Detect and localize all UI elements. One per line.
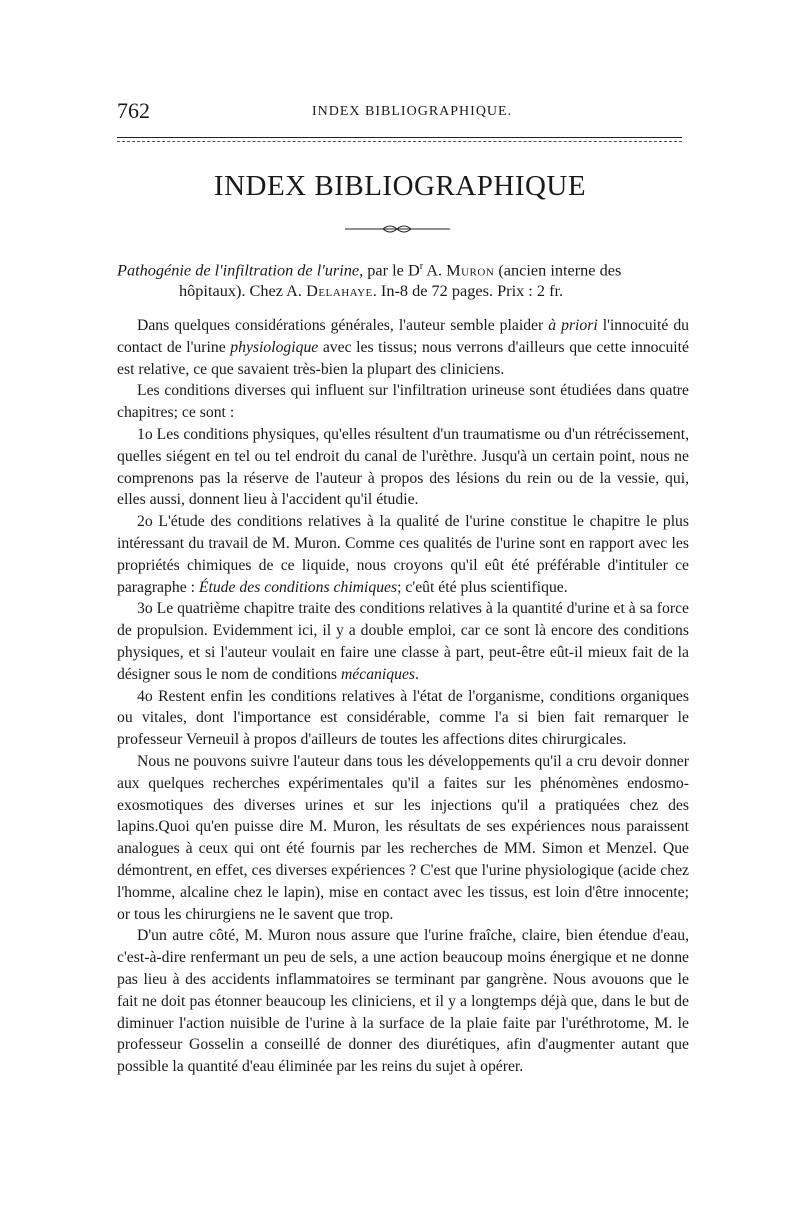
italic-span: physiologique <box>230 338 319 356</box>
citation-details: . In-8 de 72 pages. Prix : 2 fr. <box>372 281 564 301</box>
text-span: Dans quelques considérations générales, l'auteur semble plaider <box>137 317 544 334</box>
review-body <box>117 315 689 1078</box>
italic-span: mécaniques <box>340 665 416 683</box>
main-title: INDEX BIBLIOGRAPHIQUE <box>213 170 587 202</box>
text-span: 3o Le quatrième chapitre traite des conditions relatives à la quantité d'urine et à sa force de propulsion. Evidemment ici, il y a double emploi, car ce sont là encore des conditions physiques, et si l'auteur voulait en faire une classe à part, peut-être eût-il mieux fait de la désigner sous le nom de conditions <box>117 600 689 683</box>
citation-by: par le D <box>367 260 420 280</box>
author-note: (ancien interne des <box>498 260 622 280</box>
ornament-divider <box>345 221 450 237</box>
text-span: . <box>415 665 419 683</box>
publisher: Delahaye <box>306 281 373 301</box>
paragraph: D'un autre côté, M. Muron nous assure que l'urine fraîche, claire, bien étendue d'eau, c'est-à-dire renfermant un peu de sels, a une action beaucoup moins énergique et ne donne pas lieu à des accidents inflammatoires se terminant par gangrène. Nous avouons que le fait ne doit pas étonner beaucoup les cliniciens, et il y a longtemps déjà que, dans le but de diminuer l'action nuisible de l'urine à la surface de la plaie faite par l'uréthrotome, M. le professeur Gosselin a conseillé de donner des diurétiques, afin d'augmenter autant que possible la quantité d'eau éliminée par les reins du sujet à opérer. <box>117 927 689 1076</box>
text-span: l'innocuité du contact de l'urine <box>117 317 690 356</box>
header-rule <box>117 137 682 138</box>
citation-continuation <box>117 280 689 301</box>
citation-title: Pathogénie de l'infiltration de l'urine, <box>117 260 364 280</box>
paragraph <box>117 598 689 685</box>
citation <box>117 256 689 301</box>
author-note-2: hôpitaux). <box>179 281 246 301</box>
paragraph: Les conditions diverses qui influent sur l'infiltration urineuse sont étudiées dans quatre chapitres; ce sont : <box>117 382 689 422</box>
running-head: INDEX BIBLIOGRAPHIQUE. <box>312 104 513 119</box>
paragraph <box>117 315 689 380</box>
paragraph: Nous ne pouvons suivre l'auteur dans tous les développements qu'il a cru devoir donner aux quelques recherches expérimentales qu'il a faites sur les phénomènes endosmo-exosmotiques des diverses urines et sur les injections qu'il a pratiquées chez des lapins.Quoi qu'en puisse dire M. Muron, les résultats de ses expériences nous paraissent analogues à ceux qui ont été fournis par les recherches de MM. Simon et Menzel. Que démontrent, en effet, ces diverses expériences ? C'est que l'urine physiologique (acide chez l'homme, alcaline chez le lapin), mise en contact avec les tissus, est loin d'être innocente; or tous les chirurgiens ne le savent que trop. <box>117 752 689 923</box>
paragraph: 1o Les conditions physiques, qu'elles résultent d'un traumatisme ou d'un rétrécissement, quelles siégent en tel ou tel endroit du canal de l'urèthre. Jusqu'à un certain point, nous ne comprenons pas la réserve de l'auteur à propos des lésions du rein ou de la vessie, qui, elles aussi, donnent lieu à l'accident qu'il étudie. <box>117 425 689 509</box>
publisher-prefix: Chez A. <box>249 281 302 301</box>
paragraph <box>117 511 689 598</box>
citation-by-sup: r <box>419 261 424 272</box>
text-span: ; c'eût été plus scientifique. <box>397 578 568 596</box>
author-initial: A. <box>426 260 443 280</box>
paragraph: 4o Restent enfin les conditions relatives à l'état de l'organisme, conditions organiques ou vitales, dont l'importance est considérable, comme l'a si bien fait remarquer le professeur Verneuil à propos d'ailleurs de toutes les affections dites chirurgicales. <box>117 687 689 749</box>
page-number: 762 <box>117 98 150 123</box>
italic-span: Étude des conditions chimiques <box>198 578 398 596</box>
author-name: Muron <box>446 260 495 280</box>
text-span: 2o L'étude des conditions relatives à la qualité de l'urine constitue le chapitre le plus intéressant du travail de M. Muron. Comme ces qualités de l'urine sont en rapport avec les propriétés chimiques de ce liquide, nous croyons qu'il eût été préférable d'intituler ce paragraphe : <box>117 513 689 596</box>
text-span: avec les tissus; nous verrons d'ailleurs que cette innocuité est relative, ce que savaient très-bien la plupart des cliniciens. <box>117 338 689 378</box>
header-rule-dashed <box>117 141 682 142</box>
italic-span: à priori <box>548 317 598 334</box>
